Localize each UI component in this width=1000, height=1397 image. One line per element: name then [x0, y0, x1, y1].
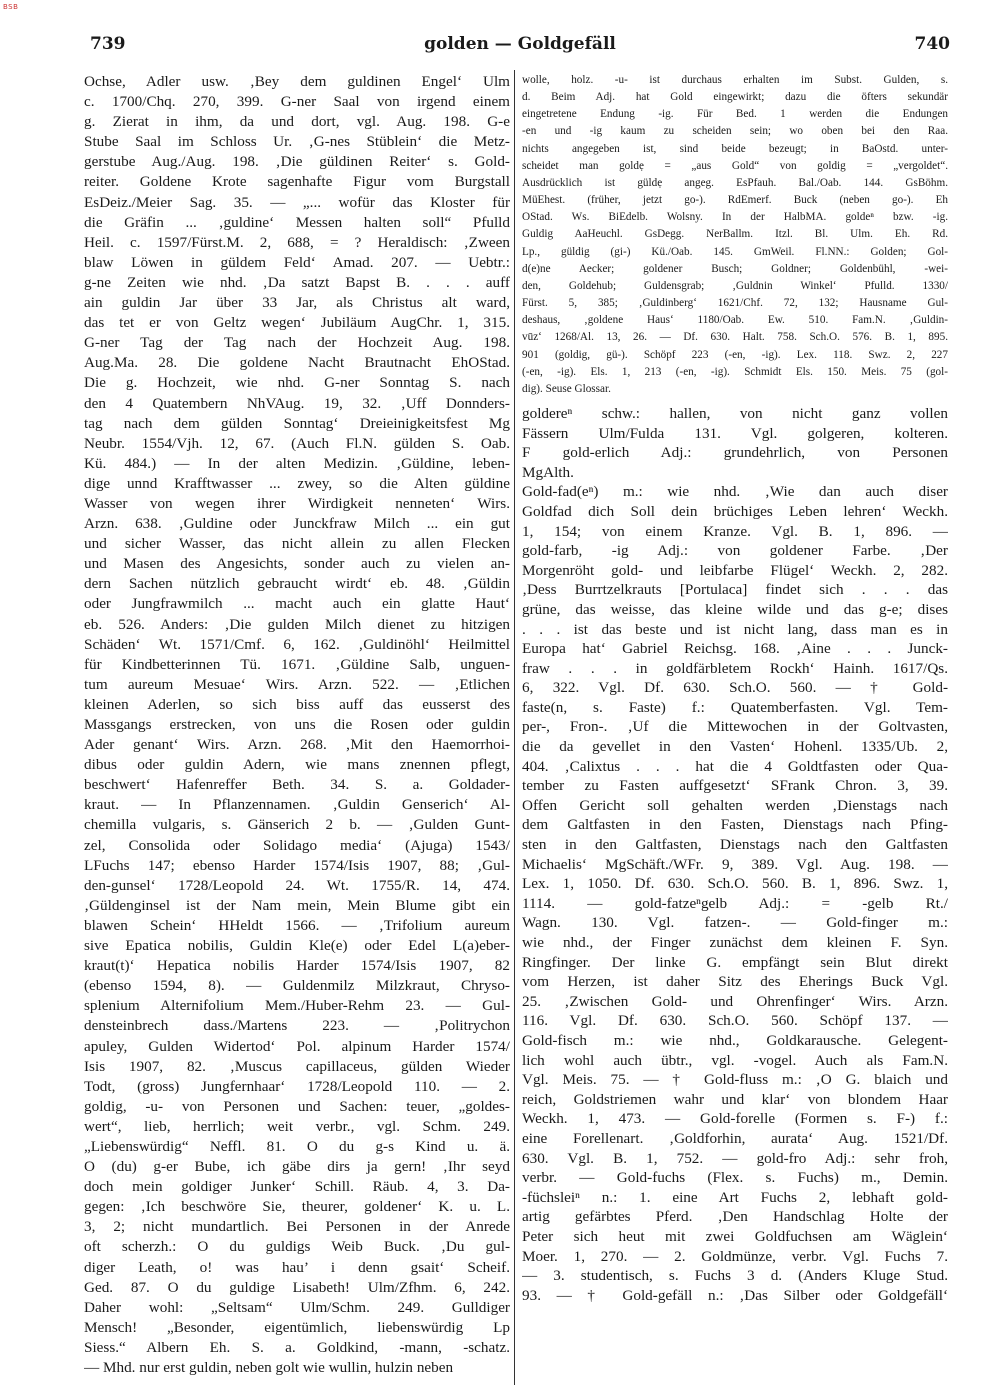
text-line: eingetretene Endung -ig. Für Bed. 1 werden die Endungen — [522, 108, 948, 121]
text-line: für Kindbetterinnen Tü. 1671. ‚Güldine Salb, unguen- — [84, 655, 510, 673]
text-line: goldereⁿ schw.: hallen, von nicht ganz vollen — [522, 404, 948, 422]
text-line: Michaelis‘ MgSchäft./WFr. 9, 389. Vgl. Aug. 198. — — [522, 855, 948, 873]
text-line: Ausdrücklich ist güldẹ angeg. EsPfauh. Bal./Oab. 144. GsBöhm. — [522, 176, 948, 189]
text-line: apuley, Gulden Widertod‘ Pol. alpinum Harder 1574/ — [84, 1037, 510, 1055]
text-line: vom Herzen, ist daher Sitz des Eherings Buck Vgl. — [522, 973, 948, 991]
text-line: G-ner Tag der Tag nach der Hochzeit Aug. 198. — [84, 334, 510, 352]
text-line: tag nach dem gülden Sonntag‘ Dreieinigkeitsfest Mg — [84, 414, 510, 432]
text-line: Wasser von wegen ihrer Wirdigkeit nenneten‘ Wirs. — [84, 494, 510, 512]
text-line: — 3. studentisch, s. Fuchs 3 d. (Anders Kluge Stud. — [522, 1267, 948, 1285]
text-line: Massgangs erstrecken, von uns die Rosen oder guldin — [84, 716, 510, 733]
text-line: 1114. — gold-fatzeⁿgelb Adj.: = -gelb Rt./ — [522, 894, 948, 912]
text-line: 630. Vgl. B. 1, 752. — gold-fro Adj.: sehr froh, — [522, 1149, 948, 1167]
text-line: sten in den Galtfasten, Dienstags nach den Galtfasten — [522, 836, 948, 854]
text-line: tum aureum Mesuae‘ Wirs. Arzn. 522. — ‚Etlichen — [84, 675, 510, 693]
text-line: — Mhd. nur erst guldin, neben golt wie wullin, hulzin neben — [84, 1359, 454, 1376]
text-line: 93. — † Gold-gefäll n.: ‚Das Silber oder Goldgefäll‘ — [522, 1286, 948, 1304]
text-line: kraut(t)‘ Hepatica nobilis Harder 1574/Isis 1907, 82 — [84, 957, 510, 975]
text-line: Peter sich heut mit zwei Goldfuchsen am Wäglein‘ — [522, 1227, 948, 1245]
text-line: dern Sachen nützlich gebraucht wirdt‘ eb. 48. ‚Güldin — [84, 575, 510, 593]
text-line: goldig, -u- von Personen und Sachen: teuer, „goldes- — [84, 1097, 510, 1115]
library-stamp: BSB — [3, 3, 19, 11]
text-line: -füchsleiⁿ n.: 1. eine Art Fuchs 2, lebhaft gold- — [522, 1188, 948, 1206]
text-line: ain guldin Jar über 33 Jar, als Christus alt ward, — [84, 294, 510, 312]
text-line: Wagn. 130. Vgl. fatzen-. — Gold-finger m.: — [522, 914, 948, 932]
text-line: ‚Dess Burrtzelkrauts [Portulaca] findet sich . . . das — [522, 581, 948, 599]
page-number-right: 740 — [914, 34, 950, 54]
text-line: (-en, -ig). Els. 1, 213 (-en, -ig). Schmidt Els. 150. Meis. 75 (gol- — [522, 365, 948, 378]
text-line: das tet er von Geltz wegen‘ Jubiläum AugChr. 1, 315. — [84, 314, 510, 332]
text-line: reiter. Goldene Krote sagenhafte Figur vom Burgstall — [84, 173, 510, 191]
text-line: splenium Alternifolium Mem./Huber-Rehm 23. — Gul- — [84, 997, 510, 1015]
text-line: Isis 1907, 82. ‚Muscus capillaceus, gülden Wieder — [84, 1057, 510, 1075]
text-line: ‚Güldenginsel ist der Nam mein, Mein Blume gibt ein — [84, 896, 510, 914]
text-line: Ader genant‘ Wirs. Arzn. 268. ‚Mit den Haemorrhoi- — [84, 736, 510, 754]
text-line: Siess.“ Albern Eh. S. a. Goldkind, -mann, -schatz. — [84, 1338, 510, 1356]
text-line: die Gräfin ... ‚guldine‘ Messen halten soll“ Pfulld — [84, 213, 510, 231]
text-line: Vgl. Meis. 75. — † Gold-fluss m.: ‚O G. blaich und — [522, 1071, 948, 1089]
text-line: dibus oder guldin Adern, wie mans znennen pflegt, — [84, 756, 510, 774]
text-line: den-gunsel‘ 1728/Leopold 24. Wt. 1755/R. 14, 474. — [84, 876, 510, 894]
text-line: F gold-erlich Adj.: grundehrlich, von Personen — [522, 444, 948, 462]
text-line: d. Beim Adj. hat Gold eingewirkt; dazu die öfters sekundär — [522, 91, 948, 104]
text-line: (ebenso 1594, 8). — Guldenmilz Milzkraut, Chryso- — [84, 977, 510, 995]
text-line: artig gefärbtes Pferd. ‚Den Handschlag Holte der — [522, 1208, 948, 1226]
text-line: und sicher Wasser, das nicht allein zu allen Flecken — [84, 535, 510, 553]
text-line: OStad. Ws. BiEdelb. Wolsny. In der HalbMA. goldeⁿ bzw. -ig. — [522, 211, 948, 224]
text-line: Heil. c. 1597/Fürst.M. 2, 688, = ? Heraldisch: ‚Zween — [84, 233, 510, 251]
text-line: dem Galtfasten in den Fasten, Dienstags nach Pfing- — [522, 816, 948, 834]
text-line: Gold-fisch m.: wie nhd., Goldkarausche. Gelegent- — [522, 1031, 948, 1049]
text-line: gold-farb, -ig Adj.: von goldener Farbe. ‚Der — [522, 542, 948, 560]
text-line: per-, Fron-. ‚Uf die Mittewochen in der Goltvasten, — [522, 718, 948, 736]
text-line: deshaus, ‚goldene Haus‘ 1180/Oab. Ew. 510. Fam.N. ‚Guldin- — [522, 314, 948, 327]
page-number-left: 739 — [90, 34, 126, 54]
text-line: oft scherzh.: O du guldigs Weib Buck. ‚Du gul- — [84, 1238, 510, 1256]
text-line: Moer. 1, 270. — 2. Goldmünze, verbr. Vgl. Fuchs 7. — [522, 1247, 948, 1265]
text-line: Todt, (gross) Jungfernhaar‘ 1728/Leopold 110. — 2. — [84, 1077, 510, 1095]
text-line: „Liebenswürdig“ Neffl. 81. O du g-s Kind u. ä. — [84, 1137, 510, 1155]
text-line: die da gevellet in den Vasten‘ Hohenl. 1335/Ub. 2, — [522, 738, 948, 756]
text-line: kleinen Aderlen, so sich biss auff das eusserst des — [84, 695, 510, 713]
text-line: blawen Schein‘ HHeldt 1566. — ‚Trifolium aureum — [84, 916, 510, 934]
text-line: diger Leath, o! was hau’ i denn gsait‘ Scheif. — [84, 1258, 510, 1276]
text-line: scheidet man goldẹ = „aus Gold“ von goldig = „vergoldet“. — [522, 159, 948, 172]
text-line: zel, Consolida oder Solidago media‘ (Ajuga) 1543/ — [84, 836, 510, 854]
text-line: EsDeiz./Meier Sag. 35. — „... wofür das Kloster für — [84, 193, 510, 211]
text-line: grüne, das weisse, das kleine wilde und das g-e; dises — [522, 600, 948, 618]
text-line: Mensch! „Besonder, eigentümlich, liebenswürdig Lp — [84, 1318, 510, 1336]
left-column — [84, 72, 510, 1378]
text-line: -en und -ig kaum zu scheiden sein; wo oben bei den Raa. — [522, 125, 948, 138]
text-line: Lex. 1, 1050. Df. 630. Sch.O. 560. B. 1, 896. Swz. 1, — [522, 875, 948, 893]
text-line: wert“, lieb, herrlich; weit verbr., vgl. Schm. 249. — [84, 1117, 510, 1135]
text-line: Weckh. 1, 473. — Gold-forelle (Formen s. F-) f.: — [522, 1110, 948, 1128]
text-line: reich, Goldstriemen wahr und klar‘ von blondem Haar — [522, 1090, 948, 1108]
text-line: Goldfad dich Soll dein brüchiges Leben lehren‘ Weckh. — [522, 502, 948, 520]
text-line: 901 (goldig, gü-). Schöpf 223 (-en, -ig). Lex. 118. Swz. 2, 227 — [522, 348, 948, 361]
text-line: verbr. — Gold-fuchs (Flex. s. Fuchs) m., Demin. — [522, 1169, 948, 1187]
text-line: . . . ist das beste und ist nicht lang, dass man es in — [522, 620, 948, 638]
text-line: 116. Vgl. Df. 630. Sch.O. 560. Schöpf 137. — — [522, 1012, 948, 1030]
right-column — [522, 72, 948, 1305]
text-line: Ringfinger. Der linke G. empfängt sein Blut direkt — [522, 953, 948, 971]
text-line: gegen: ‚Ich beschwöre Sie, theurer, goldener‘ K. u. L. — [84, 1198, 510, 1216]
text-line: wolle, holz. -u- ist durchaus erhalten im Subst. Gulden, s. — [522, 74, 948, 86]
text-line: sive Epatica nobilis, Guldin Kle(e) oder Edel L(a)eber- — [84, 937, 510, 955]
text-line: oder Jungfrawmilch ... macht auch ein glatte Haut‘ — [84, 595, 510, 613]
text-line: LFuchs 147; ebenso Harder 1574/Isis 1907, 88; ‚Gul- — [84, 856, 510, 874]
text-line: den, Goldehub; Guldensgrab; ‚Guldnin Winkel‘ Pfulld. 1330/ — [522, 279, 948, 292]
text-line: densteinbrech dass./Martens 223. — ‚Politrychon — [84, 1017, 510, 1035]
text-line: Neubr. 1554/Vjh. 12, 67. (Auch Fl.N. gülden S. Oab. — [84, 434, 510, 452]
text-line: Arzn. 638. ‚Guldine oder Junckfraw Milch ... ein gut — [84, 515, 510, 533]
text-line: 3, 2; nicht mundartlich. Bei Personen in der Anrede — [84, 1218, 510, 1236]
text-line: dig). Seuse Glossar. — [522, 382, 611, 395]
text-line: Europa hat‘ Gabriel Reichsg. 168. ‚Aine . . . Junck- — [522, 640, 948, 658]
text-line: 25. ‚Zwischen Gold- und Ohrenfinger‘ Wirs. Arzn. — [522, 992, 948, 1010]
text-line: vūz‘ 1268/Al. 13, 26. — Df. 630. Halt. 758. Sch.O. 576. B. 1, 895. — [522, 331, 948, 344]
text-line: Fürst. 5, 385; ‚Guldinberg‘ 1621/Chf. 72, 132; Hausname Gul- — [522, 297, 948, 310]
text-line: eb. 526. Anders: ‚Die gulden Milch dienet zu hitzigen — [84, 615, 510, 633]
text-line: fraw . . . in goldfärbletem Rockh‘ Hainh. 1617/Qs. — [522, 659, 948, 677]
text-line: Fässern Ulm/Fulda 131. Vgl. golgeren, kolteren. — [522, 424, 948, 442]
text-line: Offen Gericht soll gehalten werden ‚Dienstags nach — [522, 796, 948, 814]
text-line: faste(n, s. Faste) f.: Quatemberfasten. Vgl. Tem- — [522, 698, 948, 716]
text-line: Die g. Hochzeit, wie nhd. G-ner Sonntag S. nach — [84, 374, 510, 392]
text-line: Guldig AaHeuchl. GsDegg. NerBallm. Itzl. Bl. Ulm. Eh. Rd. — [522, 228, 948, 241]
text-line: 6, 322. Vgl. Df. 630. Sch.O. 560. — † Gold- — [522, 679, 948, 697]
text-line: blaw Löwen in güldem Feld‘ Amad. 207. — Uebtr.: — [84, 253, 510, 271]
text-line: dige unnd Krafftwasser ... zwey, so die Alten güldine — [84, 474, 510, 492]
text-line: Gold-fad(eⁿ) m.: wie nhd. ‚Wie dan auch diser — [522, 483, 948, 501]
text-line: Morgenröht gold- und leibfarbe Flügel‘ Weckh. 2, 282. — [522, 561, 948, 579]
text-line: MüEhest. (früher, jetzt go-). RdEmerf. Buck (neben go-). Eh — [522, 194, 948, 207]
text-line: 404. ‚Calixtus . . . hat die 4 Goldtfasten oder Qua- — [522, 757, 948, 775]
text-line: g. Zierat in ihm, da und dort, vgl. Aug. 198. G-e — [84, 113, 510, 131]
running-title: golden — Goldgefäll — [424, 34, 616, 54]
text-line: Lp., güldig (gi-) Kü./Oab. 145. GmWeil. Fl.NN.: Golden; Gol- — [522, 245, 948, 258]
text-line: O (du) g-er Bube, ich gäbe dirs ja gern! ‚Ihr seyd — [84, 1158, 510, 1176]
text-line: chemilla vulgaris, s. Gänserich 2 b. — ‚Gulden Gunt- — [84, 816, 510, 834]
text-line: lich wohl auch übtr., vgl. -vogel. Auch als Fam.N. — [522, 1051, 948, 1069]
text-line: Ged. 87. O du guldige Lisabeth! Ulm/Zfhm. 6, 242. — [84, 1278, 510, 1296]
text-line: c. 1700/Chq. 270, 399. G-ner Saal von irgend einem — [84, 93, 510, 111]
text-line: Schäden‘ Wt. 1571/Cmf. 6, 162. ‚Guldinöhl‘ Heilmittel — [84, 635, 510, 653]
text-line: nichts angegeben ist, sind beide bezeugt; in BaOstd. unter- — [522, 142, 948, 155]
text-line: Kü. 484.) — In der alten Medizin. ‚Güldine, leben- — [84, 454, 510, 472]
text-line: MgAlth. — [522, 463, 574, 481]
column-divider — [514, 70, 515, 1385]
text-line: gerstube Aug./Aug. 198. ‚Die güldinen Reiter‘ s. Gold- — [84, 153, 510, 171]
text-line: beschwert‘ Hafenreffer Beth. 34. S. a. Goldader- — [84, 776, 510, 794]
text-line: tember zu Fasten auffgesetzt‘ SFrank Chron. 3, 39. — [522, 777, 948, 795]
text-line: Aug.Ma. 28. Die goldene Nacht Brautnacht EhOStad. — [84, 354, 510, 372]
text-line: und Masen des Angesichts, sonder auch zu vielen an- — [84, 555, 510, 573]
page-header — [90, 30, 950, 56]
text-line: eine Forellenart. ‚Goldforhin, aurata‘ Aug. 1521/Df. — [522, 1129, 948, 1147]
text-line: wie nhd., der Finger zunächst dem kleinen F. Syn. — [522, 934, 948, 951]
text-line: Ochse, Adler usw. ‚Bey dem guldinen Engel‘ Ulm — [84, 73, 510, 90]
text-line: Daher wohl: „Seltsam“ Ulm/Schm. 249. Gulldiger — [84, 1298, 510, 1316]
text-line: kraut. — In Pflanzennamen. ‚Guldin Genserich‘ Al- — [84, 796, 510, 814]
text-line: g-ne Zeiten wie nhd. ‚Da satzt Bapst B. . . . auff — [84, 273, 510, 291]
text-line: d(e)ne Aecker; goldener Busch; Goldner; Goldenbühl, -wei- — [522, 262, 948, 275]
text-line: doch mein goldiger Junker‘ Schill. Räub. 4, 3. Da- — [84, 1178, 510, 1196]
text-line: den 4 Quatembern NhVAug. 19, 32. ‚Uff Donnders- — [84, 394, 510, 412]
text-line: Stube Saal im Schloss Ur. ‚G-nes Stüblein‘ die Metz- — [84, 133, 510, 151]
text-line: 1, 154; von einem Kranze. Vgl. B. 1, 896. — — [522, 522, 948, 540]
